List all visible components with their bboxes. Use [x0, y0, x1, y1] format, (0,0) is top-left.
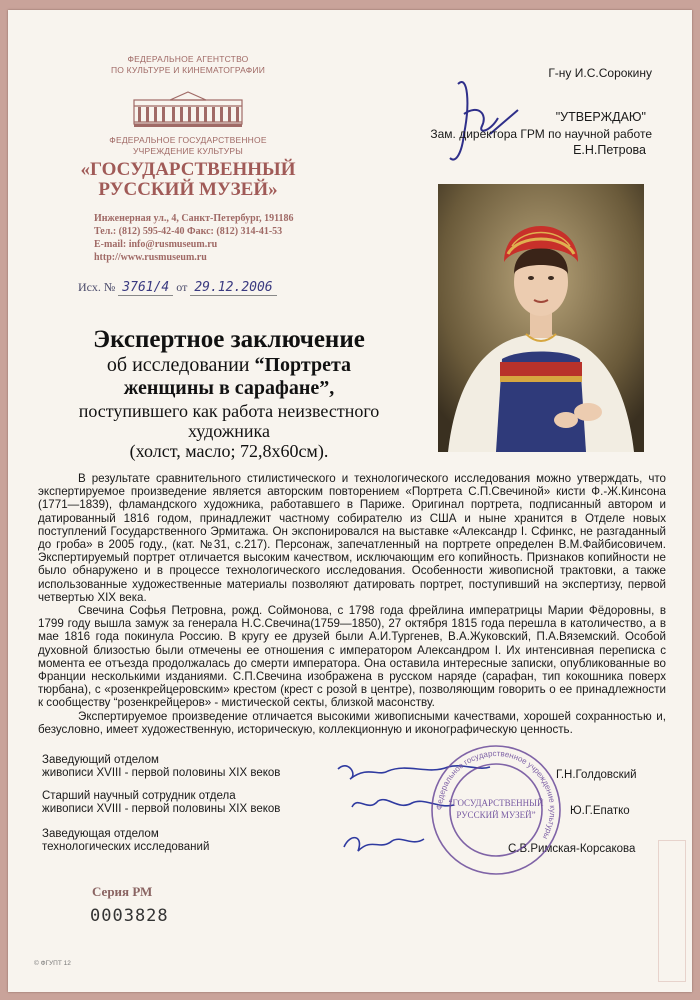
ref-prefix: Исх. № — [78, 280, 116, 294]
heading-subtitle-line — [44, 354, 414, 377]
stamp-center-line: РУССКИЙ МУЗЕЙ” — [456, 810, 536, 820]
address: Инженерная ул., 4, Санкт-Петербург, 191186 — [94, 213, 294, 224]
museum-name-line: РУССКИЙ МУЗЕЙ» — [98, 179, 278, 200]
footer-mark: © ФГУПТ 12 — [34, 960, 71, 967]
signatory-department: технологических исследований — [42, 841, 210, 853]
ref-date: 29.12.2006 — [190, 280, 276, 296]
museum-building-logo — [126, 88, 250, 128]
approval-position: Зам. директора ГРМ по научной работе — [430, 127, 652, 141]
ref-number: 3761/4 — [118, 280, 173, 296]
series-label: Серия РМ — [92, 884, 153, 899]
serial-number: 0003828 — [90, 906, 169, 926]
addressee: Г-ну И.С.Сорокину — [548, 66, 652, 80]
body-paragraph: В результате сравнительного стилистического и технологического исследования можно утверждать, что экспертируемое произведение является авторским повторением «Портрета С.П.Свечиной» кисти Ф.-Ж.Кинсона (1771—1839), фламандского художника, работавшего в Париже. Оригинал портрета, подписанный автором и датированный 1816 годом, принадлежит частному собирателю из США и ныне хранится в Отделе новых поступлений Государственного Эрмитажа. Он экспонировался на выставке «Александр I. Сфинкс, не разгаданный до гроба» в 2005 году., (кат. №31, с.217). Персонаж, запечатленный на портрете определен В.М.Файбисовичем. Экспертируемый портрет отличается высоким качеством, исключающим его копийность. Признаков копийности не было обнаружено и в процессе технологического исследования. Особенности живописной трактовки, а также использованные художественные материалы позволяют датировать портрет, поступивший на экспертизу, первой четвертью XIX века. — [38, 472, 666, 604]
heading-bold-text: “Портрета — [254, 354, 352, 376]
museum-round-stamp — [428, 742, 564, 878]
heading-subtitle-line: (холст, масло; 72,8х60см). — [129, 441, 329, 461]
agency-line: ПО КУЛЬТУРЕ И КИНЕМАТОГРАФИИ — [110, 65, 266, 75]
outgoing-reference — [78, 280, 338, 295]
signatory-name: Г.Н.Голдовский — [556, 769, 637, 781]
signatory-position: Заведующий отделом — [42, 754, 159, 766]
stamp-ring-text: Федеральное государственное учреждение культуры — [434, 748, 558, 841]
museum-name — [58, 160, 318, 200]
heading-subtitle-line: художника — [187, 421, 271, 441]
website: http://www.rusmuseum.ru — [94, 252, 207, 263]
signatory-department: живописи XVIII - первой половины XIX веков — [42, 803, 281, 815]
phone-fax: Тел.: (812) 595-42-40 Факс: (812) 314-41-53 — [94, 226, 283, 237]
museum-name-line: «ГОСУДАРСТВЕННЫЙ — [80, 159, 296, 180]
document-body — [38, 472, 666, 736]
approval-title: "УТВЕРЖДАЮ" — [555, 110, 646, 124]
signatory-name: С.В.Римская-Корсакова — [508, 843, 636, 855]
stamp-center-line: “ГОСУДАРСТВЕННЫЙ — [448, 798, 544, 808]
signatory-position: Заведующая отделом — [42, 828, 159, 840]
document-title: Экспертное заключение — [93, 326, 365, 353]
heading-subtitle-line: поступившего как работа неизвестного — [78, 401, 380, 421]
approval-name: Е.Н.Петрова — [573, 143, 646, 157]
body-paragraph: Экспертируемое произведение отличается высокими живописными качествами, хорошей сохранностью и, безусловно, имеет художественную, историческую, коллекционную и иконографическую ценность. — [38, 709, 666, 736]
portrait-image — [438, 184, 644, 452]
email: E-mail: info@rusmuseum.ru — [94, 239, 218, 250]
signatory-position: Старший научный сотрудник отдела — [42, 790, 236, 802]
signatory-department: живописи XVIII - первой половины XIX веков — [42, 767, 281, 779]
signatory-name: Ю.Г.Епатко — [570, 805, 630, 817]
museum-contacts — [94, 212, 324, 264]
signatory-block — [42, 754, 342, 780]
signatory-block — [42, 790, 342, 816]
agency-name — [68, 54, 308, 76]
document-sheet — [8, 10, 692, 992]
heading-subtitle-line: женщины в сарафане”, — [123, 377, 335, 399]
institution-line: ФЕДЕРАЛЬНОЕ ГОСУДАРСТВЕННОЕ — [109, 135, 267, 145]
ref-date-prefix: от — [176, 280, 188, 294]
emboss-watermark — [658, 840, 686, 982]
heading-text: об исследовании — [106, 354, 255, 376]
agency-line: ФЕДЕРАЛЬНОЕ АГЕНТСТВО — [127, 54, 249, 64]
signatory-block — [42, 828, 342, 854]
institution-line: УЧРЕЖДЕНИЕ КУЛЬТУРЫ — [132, 146, 243, 156]
approver-signature — [428, 74, 528, 166]
institution-type — [68, 135, 308, 157]
body-paragraph: Свечина Софья Петровна, рожд. Соймонова, с 1798 года фрейлина императрицы Марии Фёдоровны, в 1799 году вышла замуж за генерала Н.С.Свечина(1759—1850), 27 октября 1815 года перешла в католичество, а в мае 1816 года покинула Россию. В кругу ее друзей были А.И.Тургенев, В.А.Жуковский, П.А.Вяземский. Особой духовной близостью были отмечены ее отношения с императором Александром I. Их интенсивная переписка с момента ее отъезда продолжалась до смерти императора. Она оставила интересные записки, опубликованные во Франции несколькими изданиями. С.П.Свечина изображена в русском наряде (сарафан, тип кокошника поверх тюрбана), с «розенкрейцеровским» крестом (крест с розой в центре), позволяющим говорить о ее принадлежности к сообществу “розенкрейцеров» - мистической секты, близкой масонству. — [38, 604, 666, 710]
